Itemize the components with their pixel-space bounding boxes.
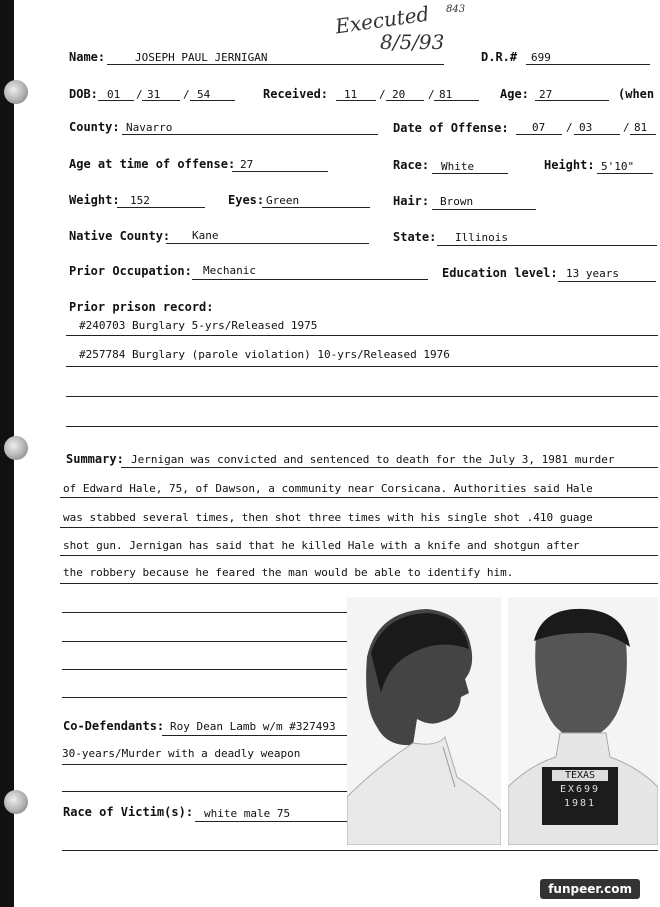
received-year: 81 <box>439 88 453 101</box>
weight-label: Weight: <box>69 193 120 207</box>
offense-year: 81 <box>634 121 648 134</box>
prior-record-line: #240703 Burglary 5-yrs/Released 1975 <box>79 319 318 332</box>
offense-date-label: Date of Offense: <box>393 121 509 135</box>
hair-label: Hair: <box>393 194 430 208</box>
victim-race-label: Race of Victim(s): <box>63 805 194 819</box>
offense-day: 03 <box>579 121 593 134</box>
summary-line: Jernigan was convicted and sentenced to death for the July 3, 1981 murder <box>131 453 615 466</box>
height-value: 5'10" <box>601 160 635 173</box>
plate-state: TEXAS <box>552 770 608 781</box>
education-value: 13 years <box>566 267 619 280</box>
received-month: 11 <box>344 88 358 101</box>
binder-hole <box>4 80 28 104</box>
mugshot-plate <box>542 767 618 825</box>
name-label: Name: <box>69 50 106 64</box>
state-value: Illinois <box>455 231 508 244</box>
dr-value: 699 <box>531 51 551 64</box>
victim-race-value: white male 75 <box>204 807 291 820</box>
native-county-label: Native County: <box>69 229 171 243</box>
offense-month: 07 <box>532 121 546 134</box>
handwritten-number: 843 <box>446 4 466 15</box>
summary-line: shot gun. Jernigan has said that he killed Hale with a knife and shotgun after <box>63 539 580 552</box>
hair-value: Brown <box>440 195 474 208</box>
prior-record-label: Prior prison record: <box>69 300 214 314</box>
height-label: Height: <box>544 158 595 172</box>
watermark: funpeer.com <box>540 879 640 899</box>
codefendants-label: Co-Defendants: <box>63 719 165 733</box>
education-label: Education level: <box>442 266 558 280</box>
summary-line: was stabbed several times, then shot three times with his single shot .410 guage <box>63 511 593 524</box>
age-label: Age: <box>500 87 529 101</box>
dob-month: 01 <box>107 88 121 101</box>
prior-record-line: #257784 Burglary (parole violation) 10-yrs/Released 1976 <box>79 348 450 361</box>
codefendants-line2: 30-years/Murder with a deadly weapon <box>62 747 301 760</box>
race-value: White <box>441 160 475 173</box>
codefendants-value: Roy Dean Lamb w/m #327493 <box>170 720 336 733</box>
received-label: Received: <box>263 87 329 101</box>
age-suffix: (when <box>618 87 655 101</box>
summary-label: Summary: <box>66 452 124 466</box>
handwritten-executed: Executed <box>333 1 431 39</box>
dob-year: 54 <box>197 88 211 101</box>
eyes-label: Eyes: <box>228 193 265 207</box>
age-at-offense-label: Age at time of offense: <box>69 157 236 171</box>
dob-label: DOB: <box>69 87 98 101</box>
name-value: JOSEPH PAUL JERNIGAN <box>135 51 268 64</box>
handwritten-date: 8/5/93 <box>380 30 445 54</box>
state-label: State: <box>393 230 437 244</box>
mugshot-profile <box>347 597 501 845</box>
age-at-offense-value: 27 <box>240 158 254 171</box>
county-label: County: <box>69 120 120 134</box>
age-value: 27 <box>539 88 553 101</box>
eyes-value: Green <box>266 194 300 207</box>
binder-hole <box>4 790 28 814</box>
dob-day: 31 <box>147 88 161 101</box>
race-label: Race: <box>393 158 430 172</box>
plate-year: 1981 <box>563 798 597 809</box>
binder-hole <box>4 436 28 460</box>
occupation-value: Mechanic <box>203 264 256 277</box>
received-day: 20 <box>392 88 406 101</box>
plate-number: EX699 <box>559 784 601 795</box>
summary-line: of Edward Hale, 75, of Dawson, a community near Corsicana. Authorities said Hale <box>63 482 593 495</box>
dr-label: D.R.# <box>481 50 518 64</box>
native-county-value: Kane <box>192 229 219 242</box>
county-value: Navarro <box>126 121 173 134</box>
mugshot-front <box>508 597 658 845</box>
occupation-label: Prior Occupation: <box>69 264 192 278</box>
weight-value: 152 <box>130 194 150 207</box>
summary-line: the robbery because he feared the man would be able to identify him. <box>63 566 514 579</box>
